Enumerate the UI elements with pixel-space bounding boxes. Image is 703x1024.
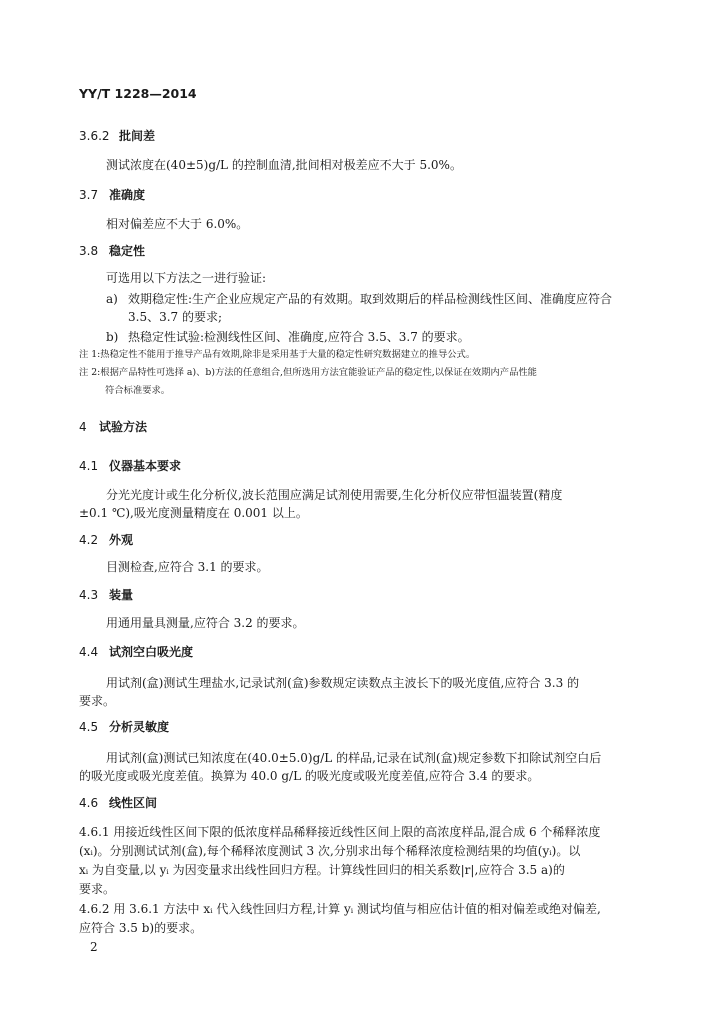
note-2-line2: 符合标准要求。 [105, 385, 171, 396]
paragraph-4-6-1-line1: 4.6.1 用接近线性区间下限的低浓度样品稀释接近线性区间上限的高浓度样品,混合成 6 个稀释浓度 [79, 825, 601, 839]
paragraph-4-1-line1: 分光光度计或生化分析仪,波长范围应满足试剂使用需要,生化分析仪应带恒温装置(精度 [106, 488, 563, 502]
heading-4-4: 4.4 试剂空白吸光度 [79, 645, 194, 659]
paragraph-4-3: 用通用量具测量,应符合 3.2 的要求。 [106, 616, 305, 630]
paragraph-4-6-2-line1: 4.6.2 用 3.6.1 方法中 xᵢ 代入线性回归方程,计算 yᵢ 测试均值与相应估计值的相对偏差或绝对偏差, [79, 902, 601, 916]
note-1: 注 1:热稳定性不能用于推导产品有效期,除非是采用基于大量的稳定性研究数据建立的推导公式。 [79, 349, 476, 360]
heading-4-3: 4.3 装量 [79, 588, 134, 602]
heading-4-5: 4.5 分析灵敏度 [79, 720, 170, 734]
heading-4-1: 4.1 仪器基本要求 [79, 459, 182, 473]
list-marker-a: a) [106, 292, 118, 306]
paragraph-3-8-intro: 可选用以下方法之一进行验证: [106, 271, 267, 285]
paragraph-4-2: 目测检查,应符合 3.1 的要求。 [106, 560, 269, 574]
page-number: 2 [90, 940, 98, 954]
heading-3-7: 3.7 准确度 [79, 188, 146, 202]
list-item-a-line2: 3.5、3.7 的要求; [128, 310, 223, 324]
paragraph-4-6-1-line3: xᵢ 为自变量,以 yᵢ 为因变量求出线性回归方程。计算线性回归的相关系数|r|,应符合 3.5 a)的 [79, 863, 565, 877]
paragraph-3-6-2: 测试浓度在(40±5)g/L 的控制血清,批间相对极差应不大于 5.0%。 [106, 158, 462, 172]
paragraph-4-6-1-line2: (xᵢ)。分别测试试剂(盒),每个稀释浓度测试 3 次,分别求出每个稀释浓度检测结果的均值(yᵢ)。以 [79, 844, 581, 858]
paragraph-4-5-line1: 用试剂(盒)测试已知浓度在(40.0±5.0)g/L 的样品,记录在试剂(盒)规定参数下扣除试剂空白后 [106, 751, 602, 765]
list-marker-b: b) [106, 330, 119, 344]
heading-4-6: 4.6 线性区间 [79, 796, 158, 810]
document-code: YY/T 1228—2014 [79, 86, 197, 101]
heading-3-6-2: 3.6.2 批间差 [79, 129, 156, 143]
paragraph-4-4-line1: 用试剂(盒)测试生理盐水,记录试剂(盒)参数规定读数点主波长下的吸光度值,应符合 3.3 的 [106, 676, 580, 690]
heading-4-2: 4.2 外观 [79, 533, 134, 547]
heading-4: 4 试验方法 [79, 420, 148, 434]
paragraph-4-5-line2: 的吸光度或吸光度差值。换算为 40.0 g/L 的吸光度或吸光度差值,应符合 3.4 的要求。 [79, 769, 540, 783]
heading-3-8: 3.8 稳定性 [79, 244, 146, 258]
paragraph-4-1-line2: ±0.1 ℃),吸光度测量精度在 0.001 以上。 [79, 506, 308, 520]
note-2-line1: 注 2:根据产品特性可选择 a)、b)方法的任意组合,但所选用方法宜能验证产品的稳定性,以保证在效期内产品性能 [79, 367, 537, 378]
paragraph-3-7: 相对偏差应不大于 6.0%。 [106, 217, 249, 231]
paragraph-4-4-line2: 要求。 [79, 694, 116, 708]
paragraph-4-6-1-line4: 要求。 [79, 882, 116, 896]
paragraph-4-6-2-line2: 应符合 3.5 b)的要求。 [79, 921, 203, 935]
list-item-a-line1: 效期稳定性:生产企业应规定产品的有效期。取到效期后的样品检测线性区间、准确度应符合 [128, 292, 613, 306]
list-item-b: 热稳定性试验:检测线性区间、准确度,应符合 3.5、3.7 的要求。 [128, 330, 470, 344]
